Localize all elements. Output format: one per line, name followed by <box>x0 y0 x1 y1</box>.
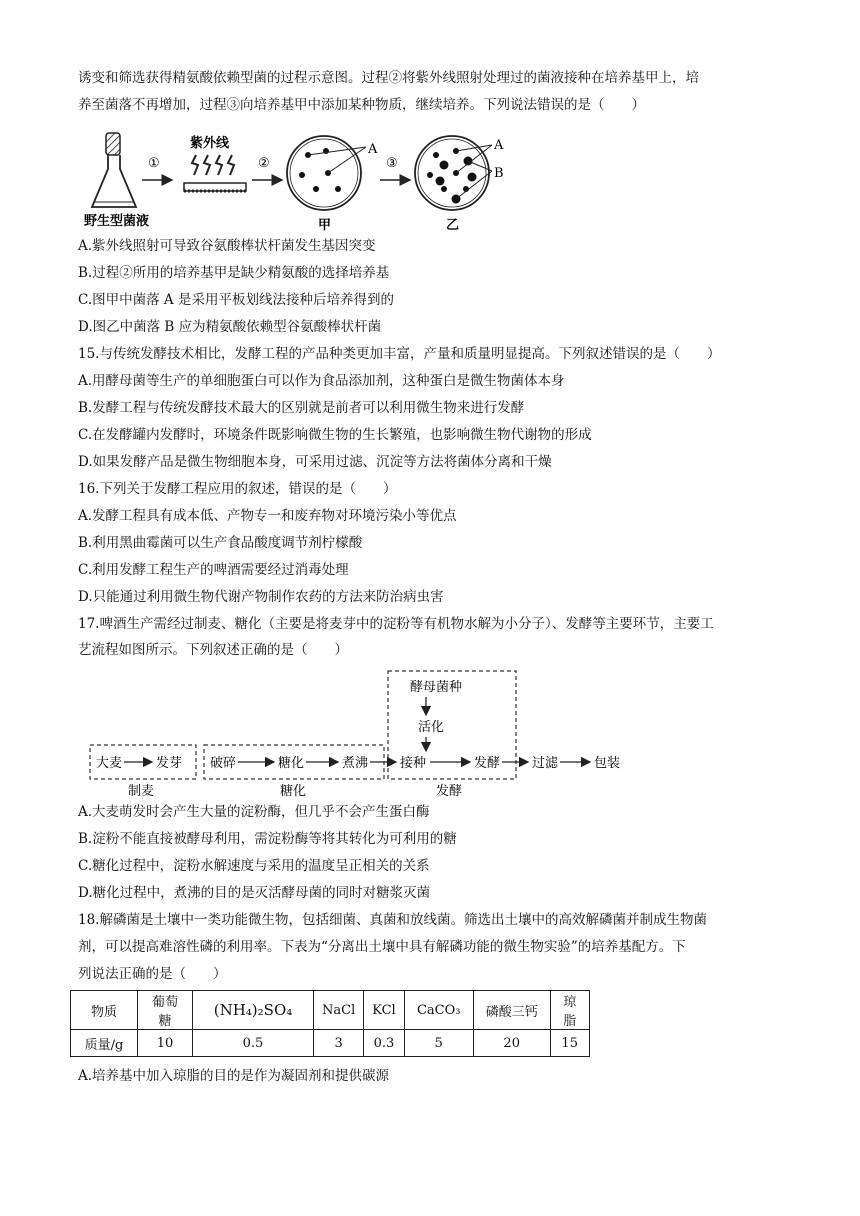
group-saccharification-label: 糖化 <box>280 784 307 799</box>
q14-option-d: D.图乙中菌落 B 应为精氨酸依赖型谷氨酸棒状杆菌 <box>78 319 382 335</box>
group-fermentation-label: 发酵 <box>436 784 463 799</box>
uv-label: 紫外线 <box>190 136 230 151</box>
table-cell: 葡萄糖 <box>138 991 193 1030</box>
q15-option-a: A.用酵母菌等生产的单细胞蛋白可以作为食品添加剂，这种蛋白是微生物菌体本身 <box>78 373 565 389</box>
table-cell: 5 <box>404 1030 473 1057</box>
q17-option-a: A.大麦萌发时会产生大量的淀粉酶，但几乎不会产生蛋白酶 <box>78 804 430 820</box>
table-cell: 20 <box>473 1030 550 1057</box>
table-cell: (NH₄)₂SO₄ <box>193 991 314 1030</box>
q15-option-d: D.如果发酵产品是微生物细胞本身，可采用过滤、沉淀等方法将菌体分离和干燥 <box>78 454 552 470</box>
q16-option-a: A.发酵工程具有成本低、产物专一和废弃物对环境污染小等优点 <box>78 508 457 524</box>
q15-option-b: B.发酵工程与传统发酵技术最大的区别就是前者可以利用微生物来进行发酵 <box>78 400 525 416</box>
boil-label: 煮沸 <box>342 756 369 771</box>
wild-type-label: 野生型菌液 <box>84 214 150 229</box>
table-cell: 15 <box>550 1030 589 1057</box>
colony-a2-label: A <box>494 138 504 153</box>
q15-stem: 15.与传统发酵技术相比，发酵工程的产品种类更加丰富，产量和质量明显提高。下列叙述错误的是（ ） <box>78 346 721 362</box>
crush-label: 破碎 <box>210 756 237 771</box>
table-cell: 磷酸三钙 <box>473 991 550 1030</box>
q17-stem-1: 17.啤酒生产需经过制麦、糖化（主要是将麦芽中的淀粉等有机物水解为小分子）、发酵等主要环节，主要工 <box>78 616 714 632</box>
table-row <box>71 1030 590 1057</box>
inoculate-label: 接种 <box>400 756 427 771</box>
step-3-label: ③ <box>386 156 398 171</box>
q16-stem: 16.下列关于发酵工程应用的叙述，错误的是（ ） <box>78 481 397 497</box>
colony-a-label: A <box>368 142 378 157</box>
q17-stem-2: 艺流程如图所示。下列叙述正确的是（ ） <box>78 642 348 658</box>
table-cell: NaCl <box>314 991 364 1030</box>
q17-option-b: B.淀粉不能直接被酵母利用，需淀粉酶等将其转化为可利用的糖 <box>78 831 457 847</box>
table-cell: 物质 <box>71 991 138 1030</box>
table-cell: 琼脂 <box>550 991 589 1030</box>
colony-b-label: B <box>494 166 504 181</box>
q18-stem-2: 剂，可以提高难溶性磷的利用率。下表为“分离出土壤中具有解磷功能的微生物实验”的培养基配方。下 <box>78 939 686 955</box>
ferment-label: 发酵 <box>474 756 501 771</box>
dish-tray-icon <box>184 183 246 191</box>
q18-option-a: A.培养基中加入琼脂的目的是作为凝固剂和提供碳源 <box>78 1068 390 1084</box>
flask-icon <box>92 133 136 207</box>
table-cell: KCl <box>364 991 404 1030</box>
q17-option-d: D.糖化过程中，煮沸的目的是灭活酵母菌的同时对糖浆灭菌 <box>78 885 431 901</box>
q18-stem-1: 18.解磷菌是土壤中一类功能微生物，包括细菌、真菌和放线菌。筛选出土壤中的高效解磷菌并制成生物菌 <box>78 912 707 928</box>
q17-option-c: C.糖化过程中，淀粉水解速度与采用的温度呈正相关的关系 <box>78 858 430 874</box>
q15-option-c: C.在发酵罐内发酵时，环境条件既影响微生物的生长繁殖，也影响微生物代谢物的形成 <box>78 427 592 443</box>
table-row <box>71 991 590 1030</box>
group-malting-label: 制麦 <box>128 784 155 799</box>
q18-stem-3: 列说法正确的是（ ） <box>78 966 227 982</box>
q14-option-a: A.紫外线照射可导致谷氨酸棒状杆菌发生基因突变 <box>78 238 376 254</box>
medium-recipe-table <box>70 990 590 1057</box>
table-cell: 10 <box>138 1030 193 1057</box>
intro-line-2: 养至菌落不再增加，过程③向培养基甲中添加某种物质，继续培养。下列说法错误的是（ ） <box>78 97 645 113</box>
table-cell: CaCO₃ <box>404 991 473 1030</box>
table-cell: 3 <box>314 1030 364 1057</box>
q16-option-b: B.利用黑曲霉菌可以生产食品酸度调节剂柠檬酸 <box>78 535 363 551</box>
intro-line-1: 诱变和筛选获得精氨酸依赖型菌的过程示意图。过程②将紫外线照射处理过的菌液接种在培养基甲上，培 <box>78 70 699 86</box>
plate-jia-label: 甲 <box>318 218 332 233</box>
brewing-process-diagram <box>80 665 640 800</box>
table-cell: 质量/g <box>71 1030 138 1057</box>
pack-label: 包装 <box>594 756 621 771</box>
uv-rays-icon <box>192 155 234 175</box>
plate-yi-icon <box>415 136 492 210</box>
saccharify-label: 糖化 <box>278 756 305 771</box>
barley-label: 大麦 <box>96 756 123 771</box>
step-2-label: ② <box>258 156 270 171</box>
table-cell: 0.5 <box>193 1030 314 1057</box>
mutagenesis-diagram <box>80 125 520 235</box>
sprout-label: 发芽 <box>156 756 183 771</box>
q16-option-d: D.只能通过利用微生物代谢产物制作农药的方法来防治病虫害 <box>78 589 444 605</box>
filter-label: 过滤 <box>532 756 559 771</box>
plate-jia-icon <box>287 136 366 210</box>
step-1-label: ① <box>148 156 160 171</box>
yeast-label: 酵母菌种 <box>410 680 463 695</box>
q14-option-b: B.过程②所用的培养基甲是缺少精氨酸的选择培养基 <box>78 265 390 281</box>
table-cell: 0.3 <box>364 1030 404 1057</box>
q14-option-c: C.图甲中菌落 A 是采用平板划线法接种后培养得到的 <box>78 292 394 308</box>
q16-option-c: C.利用发酵工程生产的啤酒需要经过消毒处理 <box>78 562 349 578</box>
plate-yi-label: 乙 <box>446 218 460 233</box>
activate-label: 活化 <box>418 720 445 735</box>
